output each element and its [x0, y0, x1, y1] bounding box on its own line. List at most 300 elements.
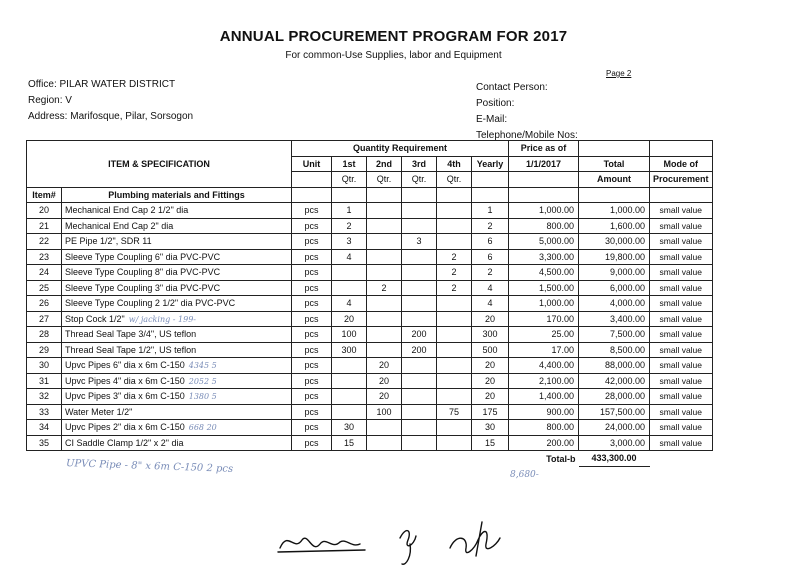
table-row — [27, 311, 713, 327]
cell-q2 — [367, 280, 402, 296]
table-row — [27, 249, 713, 265]
contact-info — [476, 80, 578, 144]
cell-q3 — [402, 296, 437, 312]
cell-unit-text: pcs — [304, 236, 319, 247]
contact-person-label: Contact Person: — [476, 82, 548, 93]
cell-spec-text: Water Meter 1/2" — [65, 406, 133, 417]
cell-q1 — [332, 404, 367, 420]
cell-no-text: 25 — [38, 282, 49, 293]
total-header-1: Total — [579, 156, 650, 172]
cell-q4 — [437, 420, 472, 436]
cell-total — [579, 249, 650, 265]
handwritten-note: 2052 5 — [188, 376, 217, 386]
table-row — [27, 203, 713, 219]
cell-no-text: 32 — [38, 391, 49, 402]
cell-price — [509, 420, 579, 436]
cell-mode-text: small value — [659, 360, 703, 371]
cell-spec — [62, 342, 292, 358]
cell-q3 — [402, 234, 437, 250]
cell-mode — [650, 249, 713, 265]
cell-unit-text: pcs — [304, 437, 319, 448]
cell-total — [579, 311, 650, 327]
cell-price — [509, 389, 579, 405]
cell-mode-text: small value — [659, 313, 703, 324]
cell-yearly — [472, 249, 509, 265]
cell-q2-text: 100 — [376, 406, 392, 417]
cell-spec — [62, 373, 292, 389]
cell-q1-text: 300 — [341, 344, 357, 355]
cell-q4-text: 75 — [448, 406, 459, 417]
cell-q2 — [367, 435, 402, 451]
cell-no-text: 34 — [38, 422, 49, 433]
cell-yearly — [472, 327, 509, 343]
cell-spec-text: Sleeve Type Coupling 8" dia PVC-PVC — [65, 267, 221, 278]
cell-no-text: 27 — [38, 313, 49, 324]
cell-mode — [650, 311, 713, 327]
cell-q3 — [402, 203, 437, 219]
cell-yearly — [472, 311, 509, 327]
cell-yearly-text: 2 — [487, 220, 493, 231]
cell-no-text: 33 — [38, 406, 49, 417]
cell-yearly — [472, 265, 509, 281]
cell-spec — [62, 296, 292, 312]
cell-q2 — [367, 265, 402, 281]
table-row — [27, 234, 713, 250]
cell-q3 — [402, 249, 437, 265]
cell-price — [509, 404, 579, 420]
cell-mode-text: small value — [659, 344, 703, 355]
cell-unit — [292, 265, 332, 281]
cell-q3-text: 3 — [416, 236, 422, 247]
cell-price-text: 800.00 — [546, 422, 574, 433]
mode-header-blank — [650, 141, 713, 157]
cell-mode — [650, 234, 713, 250]
cell-q4 — [437, 218, 472, 234]
cell-q1 — [332, 373, 367, 389]
cell-q3 — [402, 265, 437, 281]
cell-yearly — [472, 342, 509, 358]
table-row — [27, 342, 713, 358]
cell-no-text: 31 — [38, 375, 49, 386]
cell-unit — [292, 420, 332, 436]
cell-q2 — [367, 373, 402, 389]
signature-3 — [450, 522, 500, 556]
cell-spec-text: Sleeve Type Coupling 3" dia PVC-PVC — [65, 282, 221, 293]
cell-q2-text: 2 — [381, 282, 387, 293]
cell-mode — [650, 404, 713, 420]
cell-no — [27, 280, 62, 296]
cell-price — [509, 296, 579, 312]
cell-spec — [62, 249, 292, 265]
cell-q1 — [332, 342, 367, 358]
document-title: ANNUAL PROCUREMENT PROGRAM FOR 2017 — [219, 28, 568, 45]
cell-mode — [650, 435, 713, 451]
cell-q1-text: 4 — [346, 251, 352, 262]
cell-q1-text: 30 — [343, 422, 354, 433]
cell-yearly — [472, 203, 509, 219]
cell-yearly-text: 4 — [487, 298, 493, 309]
cell-q1 — [332, 311, 367, 327]
cell-unit-text: pcs — [304, 267, 319, 278]
cell-total — [579, 280, 650, 296]
header-row-1 — [27, 141, 713, 157]
cell-q1-text: 4 — [346, 298, 352, 309]
cell-mode-text: small value — [659, 205, 703, 216]
cell-unit-text: pcs — [304, 220, 319, 231]
cell-price — [509, 249, 579, 265]
cell-no — [27, 311, 62, 327]
cell-spec — [62, 435, 292, 451]
cell-no-text: 21 — [38, 220, 49, 231]
cell-unit — [292, 311, 332, 327]
cell-no-text: 26 — [38, 298, 49, 309]
cell-no-text: 23 — [38, 251, 49, 262]
cell-q1 — [332, 234, 367, 250]
cell-total — [579, 420, 650, 436]
cell-total-text: 24,000.00 — [604, 422, 645, 433]
cell-yearly-text: 30 — [484, 422, 495, 433]
cell-yearly — [472, 420, 509, 436]
cell-price-text: 2,100.00 — [538, 375, 574, 386]
cell-yearly-text: 20 — [484, 313, 495, 324]
cell-mode — [650, 420, 713, 436]
cell-no — [27, 389, 62, 405]
cell-q4 — [437, 373, 472, 389]
handwritten-note: w/ jacking - 199- — [128, 314, 196, 324]
cell-q4 — [437, 203, 472, 219]
cell-yearly-text: 20 — [484, 391, 495, 402]
cell-unit-text: pcs — [304, 406, 319, 417]
page-number: Page 2 — [606, 69, 632, 78]
cell-yearly — [472, 358, 509, 374]
cell-q4 — [437, 296, 472, 312]
cell-no — [27, 404, 62, 420]
item-spec-header: ITEM & SPECIFICATION — [27, 141, 292, 188]
cell-mode — [650, 296, 713, 312]
cell-mode-text: small value — [659, 220, 703, 231]
cell-no — [27, 296, 62, 312]
cell-no-text: 22 — [38, 236, 49, 247]
cell-no — [27, 373, 62, 389]
cell-total — [579, 327, 650, 343]
address-value: Marifosque, Pilar, Sorsogon — [70, 111, 194, 122]
cell-q3-text: 200 — [411, 329, 427, 340]
cell-unit — [292, 373, 332, 389]
unit-header-blank — [292, 172, 332, 188]
table-row — [27, 435, 713, 451]
cell-q3 — [402, 420, 437, 436]
total-label: Total-b — [546, 453, 576, 464]
category-row — [27, 187, 713, 203]
item-no-header: Item# — [27, 187, 62, 203]
cell-price — [509, 327, 579, 343]
cell-yearly-text: 500 — [482, 344, 498, 355]
cell-spec-text: Upvc Pipes 3" dia x 6m C-150 — [65, 391, 185, 402]
email-label: E-Mail: — [476, 114, 508, 125]
office-label: Office: — [28, 79, 57, 90]
price-blank — [509, 172, 579, 188]
cell-mode-text: small value — [659, 267, 703, 278]
cell-mode — [650, 373, 713, 389]
cell-q4 — [437, 311, 472, 327]
q3-qtr: Qtr. — [402, 172, 437, 188]
cell-spec-text: Upvc Pipes 4" dia x 6m C-150 — [65, 375, 185, 386]
cell-no — [27, 234, 62, 250]
cell-spec-text: Mechanical End Cap 2" dia — [65, 220, 174, 231]
cell-mode-text: small value — [659, 298, 703, 309]
cell-total-text: 4,000.00 — [609, 298, 645, 309]
cell-total — [579, 342, 650, 358]
telephone-label: Telephone/Mobile Nos: — [476, 130, 578, 141]
cell-unit — [292, 404, 332, 420]
cell-unit — [292, 389, 332, 405]
cell-mode-text: small value — [659, 422, 703, 433]
total-header-blank — [579, 141, 650, 157]
cell-mode — [650, 389, 713, 405]
cell-q2 — [367, 218, 402, 234]
cell-price — [509, 203, 579, 219]
cell-q3 — [402, 311, 437, 327]
cell-mode — [650, 280, 713, 296]
table-row — [27, 389, 713, 405]
cell-price-text: 900.00 — [546, 406, 574, 417]
q2-qtr: Qtr. — [367, 172, 402, 188]
cell-total-text: 3,000.00 — [609, 437, 645, 448]
cell-spec-text: PE Pipe 1/2", SDR 11 — [65, 236, 152, 247]
cell-total-text: 19,800.00 — [604, 251, 645, 262]
cell-yearly-text: 1 — [487, 205, 493, 216]
cell-mode — [650, 203, 713, 219]
cell-q1-text: 20 — [343, 313, 354, 324]
cell-mode-text: small value — [659, 375, 703, 386]
cell-q1 — [332, 435, 367, 451]
cell-q3 — [402, 358, 437, 374]
cell-spec-text: Sleeve Type Coupling 2 1/2" dia PVC-PVC — [65, 298, 236, 309]
table-row — [27, 358, 713, 374]
cell-total-text: 8,500.00 — [609, 344, 645, 355]
cell-q2 — [367, 327, 402, 343]
cell-q4 — [437, 435, 472, 451]
cell-total — [579, 203, 650, 219]
q1-header: 1st — [332, 156, 367, 172]
cell-price-text: 4,400.00 — [538, 360, 574, 371]
cell-total — [579, 296, 650, 312]
cell-spec — [62, 327, 292, 343]
cell-q4 — [437, 389, 472, 405]
cell-spec — [62, 389, 292, 405]
cell-total-text: 7,500.00 — [609, 329, 645, 340]
cell-q4 — [437, 342, 472, 358]
cell-unit-text: pcs — [304, 375, 319, 386]
cell-q3 — [402, 327, 437, 343]
region-label: Region: — [28, 95, 63, 106]
table-row — [27, 327, 713, 343]
cell-q3-text: 200 — [411, 344, 427, 355]
address-line — [28, 109, 193, 125]
cell-q2 — [367, 249, 402, 265]
cell-no — [27, 358, 62, 374]
cell-spec-text: Upvc Pipes 2" dia x 6m C-150 — [65, 422, 185, 433]
cell-no — [27, 249, 62, 265]
cell-yearly-text: 2 — [487, 267, 493, 278]
cell-spec-text: Stop Cock 1/2" — [65, 313, 125, 324]
cell-price-text: 170.00 — [546, 313, 574, 324]
table-row — [27, 218, 713, 234]
table-row — [27, 296, 713, 312]
cell-no-text: 28 — [38, 329, 49, 340]
cell-total — [579, 404, 650, 420]
cell-q1 — [332, 280, 367, 296]
cell-q1 — [332, 296, 367, 312]
cell-price — [509, 342, 579, 358]
cell-spec — [62, 404, 292, 420]
cell-mode — [650, 327, 713, 343]
cell-total — [579, 234, 650, 250]
cell-total-text: 157,500.00 — [599, 406, 645, 417]
cell-no — [27, 203, 62, 219]
cell-yearly — [472, 389, 509, 405]
cell-yearly-text: 175 — [482, 406, 498, 417]
table-row — [27, 404, 713, 420]
cell-yearly — [472, 218, 509, 234]
cell-spec — [62, 203, 292, 219]
handwritten-note: 668 20 — [188, 423, 217, 433]
cell-price — [509, 265, 579, 281]
cell-unit-text: pcs — [304, 391, 319, 402]
cell-q2-text: 20 — [378, 360, 389, 371]
cell-price — [509, 358, 579, 374]
cell-no-text: 35 — [38, 437, 49, 448]
cell-mode — [650, 342, 713, 358]
cell-unit-text: pcs — [304, 360, 319, 371]
cell-mode — [650, 218, 713, 234]
cell-yearly-text: 20 — [484, 360, 495, 371]
cell-spec — [62, 218, 292, 234]
region-line — [28, 93, 193, 109]
cell-q4 — [437, 404, 472, 420]
yearly-header: Yearly — [472, 156, 509, 172]
cell-unit-text: pcs — [304, 298, 319, 309]
table-row — [27, 373, 713, 389]
cell-q3 — [402, 280, 437, 296]
cell-no — [27, 420, 62, 436]
office-info — [28, 77, 193, 125]
cell-q2 — [367, 296, 402, 312]
cell-price-text: 1,000.00 — [538, 205, 574, 216]
cell-q4 — [437, 249, 472, 265]
cell-price — [509, 218, 579, 234]
cell-spec-text: Mechanical End Cap 2 1/2" dia — [65, 205, 189, 216]
cell-q3 — [402, 404, 437, 420]
cell-no — [27, 265, 62, 281]
cell-q4-text: 2 — [451, 251, 457, 262]
q2-header: 2nd — [367, 156, 402, 172]
cell-price-text: 1,000.00 — [538, 298, 574, 309]
cell-price-text: 1,500.00 — [538, 282, 574, 293]
cell-no — [27, 342, 62, 358]
cell-no-text: 20 — [38, 205, 49, 216]
price-header-1: Price as of — [509, 141, 579, 157]
cell-unit — [292, 296, 332, 312]
cell-unit-text: pcs — [304, 205, 319, 216]
cell-no — [27, 327, 62, 343]
cell-q3 — [402, 435, 437, 451]
cell-total — [579, 358, 650, 374]
cell-q2-text: 20 — [378, 375, 389, 386]
yearly-blank — [472, 172, 509, 188]
cell-spec — [62, 265, 292, 281]
cell-spec-text: Thread Seal Tape 1/2", US teflon — [65, 344, 197, 355]
cell-yearly-text: 300 — [482, 329, 498, 340]
cell-total-text: 1,000.00 — [609, 205, 645, 216]
quantity-requirement-header: Quantity Requirement — [292, 141, 509, 157]
cell-unit-text: pcs — [304, 344, 319, 355]
cell-q3 — [402, 342, 437, 358]
q3-header: 3rd — [402, 156, 437, 172]
cell-yearly — [472, 373, 509, 389]
cell-yearly-text: 6 — [487, 251, 493, 262]
handwritten-bottom-note: UPVC Pipe - 8" x 6m C-150 2 pcs — [65, 458, 234, 475]
handwritten-note: 1380 5 — [188, 392, 217, 402]
document-subtitle: For common-Use Supplies, labor and Equipment — [285, 50, 502, 61]
cell-mode-text: small value — [659, 236, 703, 247]
q4-header: 4th — [437, 156, 472, 172]
region-value: V — [65, 95, 72, 106]
cell-spec — [62, 234, 292, 250]
cell-total — [579, 435, 650, 451]
cell-q4 — [437, 234, 472, 250]
table-row — [27, 265, 713, 281]
cell-mode-text: small value — [659, 437, 703, 448]
q1-qtr: Qtr. — [332, 172, 367, 188]
cell-spec — [62, 358, 292, 374]
category-label: Plumbing materials and Fittings — [62, 187, 292, 203]
office-line — [28, 77, 193, 93]
cell-unit-text: pcs — [304, 282, 319, 293]
cell-yearly-text: 6 — [487, 236, 493, 247]
cell-yearly — [472, 234, 509, 250]
cell-q4 — [437, 265, 472, 281]
total-value: 433,300.00 — [579, 451, 650, 467]
cell-q2 — [367, 404, 402, 420]
cell-price-text: 1,400.00 — [538, 391, 574, 402]
cell-total-text: 28,000.00 — [604, 391, 645, 402]
price-header-2: 1/1/2017 — [509, 156, 579, 172]
cell-mode — [650, 358, 713, 374]
cell-unit-text: pcs — [304, 251, 319, 262]
cell-q4 — [437, 358, 472, 374]
cell-price-text: 3,300.00 — [538, 251, 574, 262]
cell-total-text: 6,000.00 — [609, 282, 645, 293]
table-row — [27, 280, 713, 296]
cell-unit — [292, 249, 332, 265]
cell-total-text: 30,000.00 — [604, 236, 645, 247]
cell-yearly — [472, 435, 509, 451]
cell-no — [27, 435, 62, 451]
cell-mode-text: small value — [659, 329, 703, 340]
cell-q3 — [402, 373, 437, 389]
cell-q4-text: 2 — [451, 282, 457, 293]
cell-total-text: 42,000.00 — [604, 375, 645, 386]
unit-header: Unit — [292, 156, 332, 172]
signature-2 — [400, 531, 416, 565]
cell-no-text: 30 — [38, 360, 49, 371]
cell-yearly — [472, 404, 509, 420]
cell-q1-text: 15 — [343, 437, 354, 448]
cell-total — [579, 218, 650, 234]
office-value: PILAR WATER DISTRICT — [59, 79, 176, 90]
cell-total-text: 3,400.00 — [609, 313, 645, 324]
